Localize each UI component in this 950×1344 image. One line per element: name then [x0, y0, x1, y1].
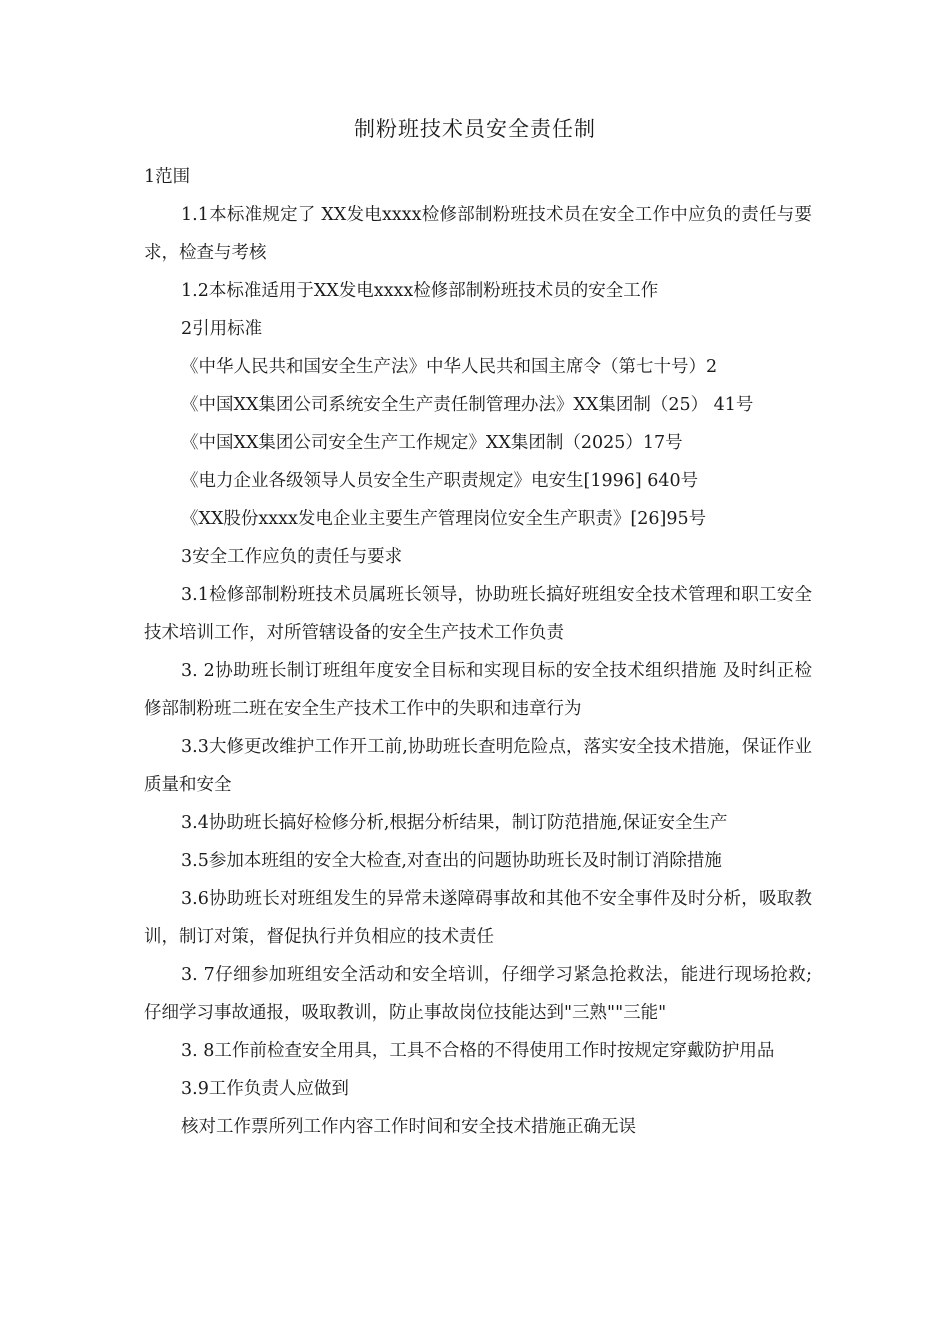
- paragraph: 《中华人民共和国安全生产法》中华人民共和国主席令（第七十号）2: [181, 357, 718, 377]
- paragraph: 3.6协助班长对班组发生的异常未遂障碍事故和其他不安全事件及时分析，吸取教训，制订对策，督促执行并负相应的技术责任: [144, 889, 812, 947]
- paragraph: 《XX股份xxxx发电企业主要生产管理岗位安全生产职责》[26]95号: [181, 509, 707, 529]
- paragraph: 《中国XX集团公司安全生产工作规定》XX集团制（2025）17号: [181, 433, 683, 453]
- paragraph: 3.4协助班长搞好检修分析,根据分析结果，制订防范措施,保证安全生产: [181, 813, 728, 833]
- paragraph: 1.1本标准规定了 XX发电xxxx检修部制粉班技术员在安全工作中应负的责任与要求，检查与考核: [144, 205, 812, 263]
- paragraph: 3安全工作应负的责任与要求: [181, 547, 403, 567]
- paragraph: 3.3大修更改维护工作开工前,协助班长查明危险点，落实安全技术措施，保证作业质量和安全: [144, 737, 812, 795]
- paragraph: 1范围: [144, 167, 191, 187]
- paragraph: 3.5参加本班组的安全大检查,对查出的问题协助班长及时制订消除措施: [181, 851, 722, 871]
- paragraph: 《中国XX集团公司系统安全生产责任制管理办法》XX集团制（25） 41号: [181, 395, 754, 415]
- paragraph: 3.9工作负责人应做到: [181, 1079, 349, 1099]
- paragraph: 3.1检修部制粉班技术员属班长领导，协助班长搞好班组安全技术管理和职工安全技术培训工作，对所管辖设备的安全生产技术工作负责: [144, 585, 812, 643]
- paragraph: 《电力企业各级领导人员安全生产职责规定》电安生[1996] 640号: [181, 471, 699, 491]
- paragraph: 2引用标准: [181, 319, 263, 339]
- paragraph: 1.2本标准适用于XX发电xxxx检修部制粉班技术员的安全工作: [181, 281, 659, 301]
- paragraph: 核对工作票所列工作内容工作时间和安全技术措施正确无误: [181, 1117, 636, 1137]
- document-title: 制粉班技术员安全责任制: [354, 117, 596, 141]
- paragraph: 3. 2协助班长制订班组年度安全目标和实现目标的安全技术组织措施 及时纠正检修部制粉班二班在安全生产技术工作中的失职和违章行为: [144, 661, 812, 719]
- paragraph: 3. 8工作前检查安全用具，工具不合格的不得使用工作时按规定穿戴防护用品: [181, 1041, 775, 1061]
- document-body: [144, 158, 812, 1146]
- paragraph: 3. 7仔细参加班组安全活动和安全培训，仔细学习紧急抢救法，能进行现场抢救;仔细学习事故通报，吸取教训，防止事故岗位技能达到"三熟""三能": [144, 965, 812, 1023]
